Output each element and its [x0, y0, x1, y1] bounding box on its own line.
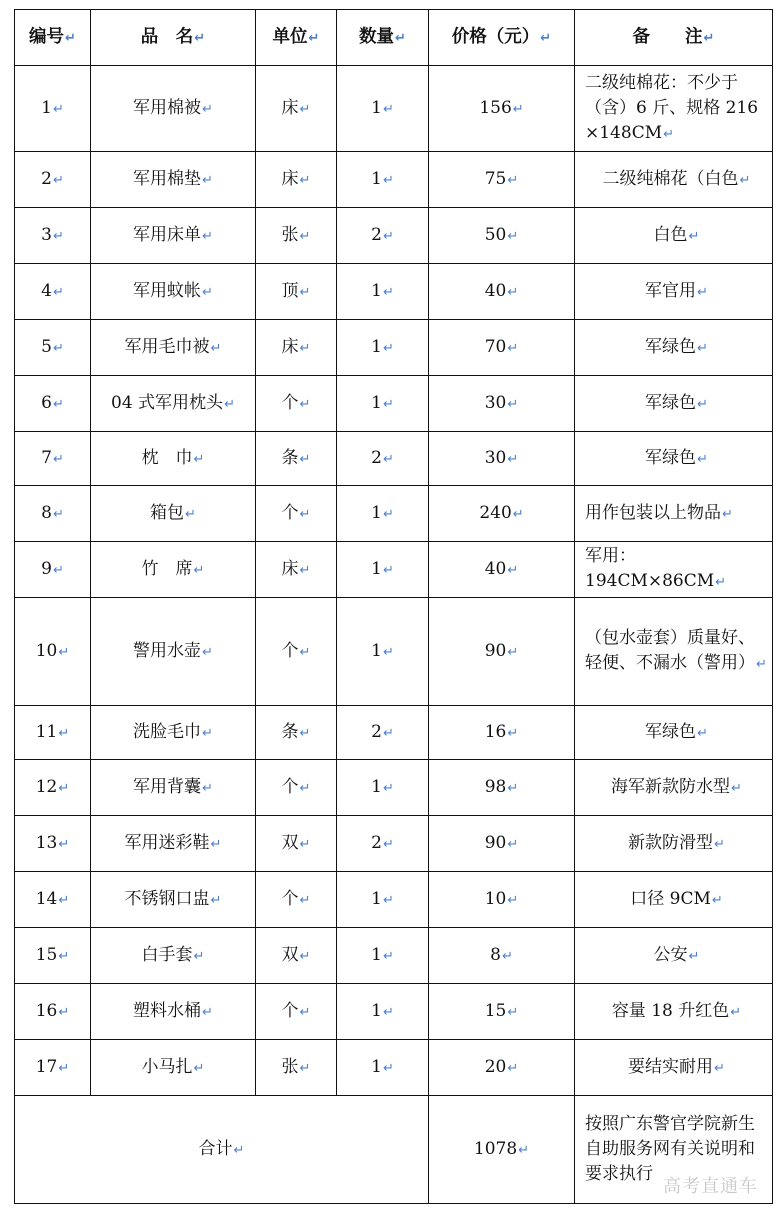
row-item-name: 军用棉垫↵ [91, 152, 256, 208]
row-note: 军用：194CM×86CM↵ [575, 542, 773, 598]
paragraph-mark: ↵ [507, 780, 519, 796]
row-quantity: 1↵ [337, 152, 429, 208]
row-number: 5↵ [15, 320, 91, 376]
row-price: 40↵ [429, 264, 575, 320]
row-quantity: 1↵ [337, 872, 429, 928]
paragraph-mark: ↵ [299, 1060, 311, 1076]
row-note: 公安↵ [575, 928, 773, 984]
row-quantity: 1↵ [337, 1040, 429, 1096]
paragraph-mark: ↵ [688, 228, 700, 244]
header-number: 编号↵ [15, 10, 91, 66]
paragraph-mark: ↵ [756, 657, 767, 672]
row-unit: 顶↵ [256, 264, 337, 320]
row-note: 新款防滑型↵ [575, 816, 773, 872]
row-item-name: 不锈钢口盅↵ [91, 872, 256, 928]
row-price: 10↵ [429, 872, 575, 928]
row-unit: 个↵ [256, 984, 337, 1040]
table-row [15, 928, 773, 984]
table-row [15, 320, 773, 376]
row-unit: 双↵ [256, 816, 337, 872]
row-number: 2↵ [15, 152, 91, 208]
row-price: 98↵ [429, 760, 575, 816]
row-item-name: 枕 巾↵ [91, 432, 256, 486]
paragraph-mark: ↵ [507, 1060, 519, 1076]
paragraph-mark: ↵ [299, 396, 311, 412]
row-price: 20↵ [429, 1040, 575, 1096]
paragraph-mark: ↵ [711, 892, 723, 908]
table-row [15, 264, 773, 320]
row-note: 军绿色↵ [575, 432, 773, 486]
row-quantity: 1↵ [337, 486, 429, 542]
row-item-name: 军用蚊帐↵ [91, 264, 256, 320]
row-number: 17↵ [15, 1040, 91, 1096]
row-number: 11↵ [15, 706, 91, 760]
paragraph-mark: ↵ [507, 172, 519, 188]
row-price: 156↵ [429, 66, 575, 152]
paragraph-mark: ↵ [299, 892, 311, 908]
paragraph-mark: ↵ [299, 451, 311, 467]
paragraph-mark: ↵ [512, 506, 524, 522]
table-row [15, 816, 773, 872]
paragraph-mark: ↵ [58, 1004, 70, 1020]
row-note: 用作包装以上物品↵ [575, 486, 773, 542]
table-row [15, 872, 773, 928]
paragraph-mark: ↵ [52, 340, 64, 356]
paragraph-mark: ↵ [730, 1004, 742, 1020]
row-unit: 条↵ [256, 432, 337, 486]
table-row [15, 760, 773, 816]
row-note: 口径 9CM↵ [575, 872, 773, 928]
paragraph-mark: ↵ [299, 725, 311, 741]
row-unit: 个↵ [256, 486, 337, 542]
table-row [15, 208, 773, 264]
row-unit: 床↵ [256, 320, 337, 376]
row-quantity: 2↵ [337, 816, 429, 872]
header-quantity: 数量↵ [337, 10, 429, 66]
row-quantity: 1↵ [337, 598, 429, 706]
paragraph-mark: ↵ [697, 725, 708, 741]
paragraph-mark: ↵ [193, 948, 205, 964]
paragraph-mark: ↵ [299, 340, 311, 356]
row-price: 75↵ [429, 152, 575, 208]
row-number: 1↵ [15, 66, 91, 152]
paragraph-mark: ↵ [382, 284, 394, 300]
paragraph-mark: ↵ [382, 101, 394, 117]
paragraph-mark: ↵ [382, 725, 394, 741]
row-unit: 双↵ [256, 928, 337, 984]
row-number: 12↵ [15, 760, 91, 816]
paragraph-mark: ↵ [299, 1004, 311, 1020]
paragraph-mark: ↵ [382, 506, 394, 522]
row-item-name: 警用水壶↵ [91, 598, 256, 706]
table-row [15, 376, 773, 432]
paragraph-mark: ↵ [382, 1004, 394, 1020]
row-number: 3↵ [15, 208, 91, 264]
total-price: 1078↵ [429, 1096, 575, 1204]
paragraph-mark: ↵ [210, 340, 222, 356]
row-number: 8↵ [15, 486, 91, 542]
row-price: 16↵ [429, 706, 575, 760]
row-price: 40↵ [429, 542, 575, 598]
row-note: 军绿色↵ [575, 376, 773, 432]
table-row [15, 542, 773, 598]
paragraph-mark: ↵ [299, 101, 311, 117]
paragraph-mark: ↵ [202, 101, 213, 117]
paragraph-mark: ↵ [714, 1060, 725, 1076]
row-item-name: 洗脸毛巾↵ [91, 706, 256, 760]
paragraph-mark: ↵ [299, 836, 311, 852]
paragraph-mark: ↵ [382, 948, 394, 964]
paragraph-mark: ↵ [382, 340, 394, 356]
paragraph-mark: ↵ [52, 228, 64, 244]
header-price: 价格（元）↵ [429, 10, 575, 66]
paragraph-mark: ↵ [382, 1060, 394, 1076]
row-item-name: 竹 席↵ [91, 542, 256, 598]
row-number: 14↵ [15, 872, 91, 928]
paragraph-mark: ↵ [697, 340, 708, 356]
row-price: 15↵ [429, 984, 575, 1040]
row-note: 军绿色↵ [575, 320, 773, 376]
table-row [15, 598, 773, 706]
paragraph-mark: ↵ [299, 948, 311, 964]
header-row [15, 10, 773, 66]
paragraph-mark: ↵ [382, 228, 394, 244]
row-note: 海军新款防水型↵ [575, 760, 773, 816]
paragraph-mark: ↵ [202, 1004, 213, 1020]
paragraph-mark: ↵ [52, 101, 64, 117]
paragraph-mark: ↵ [299, 780, 311, 796]
paragraph-mark: ↵ [697, 284, 708, 300]
table-row [15, 1040, 773, 1096]
paragraph-mark: ↵ [52, 562, 64, 578]
paragraph-mark: ↵ [299, 284, 311, 300]
row-number: 4↵ [15, 264, 91, 320]
paragraph-mark: ↵ [299, 644, 311, 660]
paragraph-mark: ↵ [193, 1060, 205, 1076]
row-price: 70↵ [429, 320, 575, 376]
row-price: 90↵ [429, 598, 575, 706]
row-note: 要结实耐用↵ [575, 1040, 773, 1096]
row-number: 7↵ [15, 432, 91, 486]
row-note: 军官用↵ [575, 264, 773, 320]
paragraph-mark: ↵ [52, 172, 64, 188]
row-unit: 床↵ [256, 152, 337, 208]
paragraph-mark: ↵ [714, 836, 725, 852]
row-item-name: 军用棉被↵ [91, 66, 256, 152]
paragraph-mark: ↵ [697, 451, 708, 467]
paragraph-mark: ↵ [58, 892, 70, 908]
row-item-name: 军用床单↵ [91, 208, 256, 264]
paragraph-mark: ↵ [722, 506, 733, 522]
paragraph-mark: ↵ [507, 892, 519, 908]
row-note: 军绿色↵ [575, 706, 773, 760]
row-item-name: 箱包↵ [91, 486, 256, 542]
row-item-name: 04 式军用枕头↵ [91, 376, 256, 432]
row-number: 9↵ [15, 542, 91, 598]
paragraph-mark: ↵ [382, 396, 394, 412]
paragraph-mark: ↵ [58, 644, 70, 660]
header-remarks: 备 注↵ [575, 10, 773, 66]
paragraph-mark: ↵ [299, 562, 311, 578]
row-number: 15↵ [15, 928, 91, 984]
row-price: 30↵ [429, 432, 575, 486]
row-note: （包水壶套）质量好、轻便、不漏水（警用）↵ [575, 598, 773, 706]
paragraph-mark: ↵ [299, 228, 311, 244]
row-item-name: 军用迷彩鞋↵ [91, 816, 256, 872]
table-row [15, 486, 773, 542]
table-row [15, 984, 773, 1040]
paragraph-mark: ↵ [507, 451, 519, 467]
row-quantity: 2↵ [337, 208, 429, 264]
paragraph-mark: ↵ [58, 836, 70, 852]
paragraph-mark: ↵ [210, 892, 222, 908]
paragraph-mark: ↵ [202, 172, 213, 188]
row-unit: 条↵ [256, 706, 337, 760]
paragraph-mark: ↵ [507, 725, 519, 741]
row-unit: 个↵ [256, 376, 337, 432]
table-row [15, 706, 773, 760]
paragraph-mark: ↵ [507, 836, 519, 852]
row-number: 10↵ [15, 598, 91, 706]
paragraph-mark: ↵ [299, 506, 311, 522]
paragraph-mark: ↵ [507, 284, 519, 300]
paragraph-mark: ↵ [202, 644, 213, 660]
row-quantity: 1↵ [337, 376, 429, 432]
row-quantity: 1↵ [337, 542, 429, 598]
row-price: 240↵ [429, 486, 575, 542]
row-quantity: 1↵ [337, 984, 429, 1040]
paragraph-mark: ↵ [382, 836, 394, 852]
row-number: 13↵ [15, 816, 91, 872]
paragraph-mark: ↵ [202, 725, 213, 741]
total-row [15, 1096, 773, 1204]
paragraph-mark: ↵ [202, 228, 213, 244]
paragraph-mark: ↵ [58, 780, 70, 796]
paragraph-mark: ↵ [185, 506, 196, 522]
row-note: 二级纯棉花（白色↵ [575, 152, 773, 208]
row-item-name: 小马扎↵ [91, 1040, 256, 1096]
row-quantity: 2↵ [337, 432, 429, 486]
row-quantity: 1↵ [337, 66, 429, 152]
paragraph-mark: ↵ [739, 172, 751, 188]
paragraph-mark: ↵ [382, 644, 394, 660]
supply-list-table [14, 9, 773, 1204]
paragraph-mark: ↵ [688, 948, 700, 964]
row-unit: 张↵ [256, 1040, 337, 1096]
paragraph-mark: ↵ [697, 396, 708, 412]
paragraph-mark: ↵ [382, 562, 394, 578]
paragraph-mark: ↵ [58, 725, 70, 741]
row-quantity: 1↵ [337, 760, 429, 816]
row-note: 白色↵ [575, 208, 773, 264]
row-unit: 个↵ [256, 598, 337, 706]
header-unit: 单位↵ [256, 10, 337, 66]
row-unit: 床↵ [256, 542, 337, 598]
paragraph-mark: ↵ [299, 172, 311, 188]
total-note: 按照广东警官学院新生自助服务网有关说明和要求执行 [575, 1096, 773, 1204]
paragraph-mark: ↵ [507, 1004, 519, 1020]
total-label: 合计↵ [15, 1096, 429, 1204]
row-price: 8↵ [429, 928, 575, 984]
paragraph-mark: ↵ [202, 284, 213, 300]
paragraph-mark: ↵ [52, 284, 64, 300]
header-item-name: 品 名↵ [91, 10, 256, 66]
paragraph-mark: ↵ [210, 836, 222, 852]
paragraph-mark: ↵ [382, 892, 394, 908]
paragraph-mark: ↵ [382, 780, 394, 796]
paragraph-mark: ↵ [512, 101, 524, 117]
paragraph-mark: ↵ [193, 451, 205, 467]
paragraph-mark: ↵ [193, 562, 205, 578]
paragraph-mark: ↵ [202, 780, 213, 796]
row-unit: 张↵ [256, 208, 337, 264]
row-note: 二级纯棉花：不少于（含）6 斤、规格 216 ×148CM↵ [575, 66, 773, 152]
paragraph-mark: ↵ [382, 451, 394, 467]
table-row [15, 152, 773, 208]
paragraph-mark: ↵ [507, 644, 519, 660]
paragraph-mark: ↵ [715, 575, 727, 590]
paragraph-mark: ↵ [731, 780, 742, 796]
row-number: 6↵ [15, 376, 91, 432]
row-unit: 个↵ [256, 760, 337, 816]
paragraph-mark: ↵ [382, 172, 394, 188]
row-item-name: 塑料水桶↵ [91, 984, 256, 1040]
row-quantity: 1↵ [337, 264, 429, 320]
paragraph-mark: ↵ [52, 396, 64, 412]
row-item-name: 军用背囊↵ [91, 760, 256, 816]
watermark: 高考直通车 [663, 1176, 758, 1197]
paragraph-mark: ↵ [224, 396, 235, 412]
paragraph-mark: ↵ [507, 228, 519, 244]
row-item-name: 白手套↵ [91, 928, 256, 984]
paragraph-mark: ↵ [52, 451, 64, 467]
paragraph-mark: ↵ [507, 562, 519, 578]
row-note: 容量 18 升红色↵ [575, 984, 773, 1040]
row-item-name: 军用毛巾被↵ [91, 320, 256, 376]
row-quantity: 2↵ [337, 706, 429, 760]
paragraph-mark: ↵ [663, 126, 675, 142]
row-quantity: 1↵ [337, 320, 429, 376]
paragraph-mark: ↵ [501, 948, 513, 964]
paragraph-mark: ↵ [507, 340, 519, 356]
paragraph-mark: ↵ [58, 948, 70, 964]
row-price: 50↵ [429, 208, 575, 264]
row-number: 16↵ [15, 984, 91, 1040]
row-price: 90↵ [429, 816, 575, 872]
paragraph-mark: ↵ [52, 506, 64, 522]
row-quantity: 1↵ [337, 928, 429, 984]
row-unit: 床↵ [256, 66, 337, 152]
paragraph-mark: ↵ [58, 1060, 70, 1076]
table-row [15, 432, 773, 486]
row-unit: 个↵ [256, 872, 337, 928]
paragraph-mark: ↵ [507, 396, 519, 412]
row-price: 30↵ [429, 376, 575, 432]
table-row [15, 66, 773, 152]
